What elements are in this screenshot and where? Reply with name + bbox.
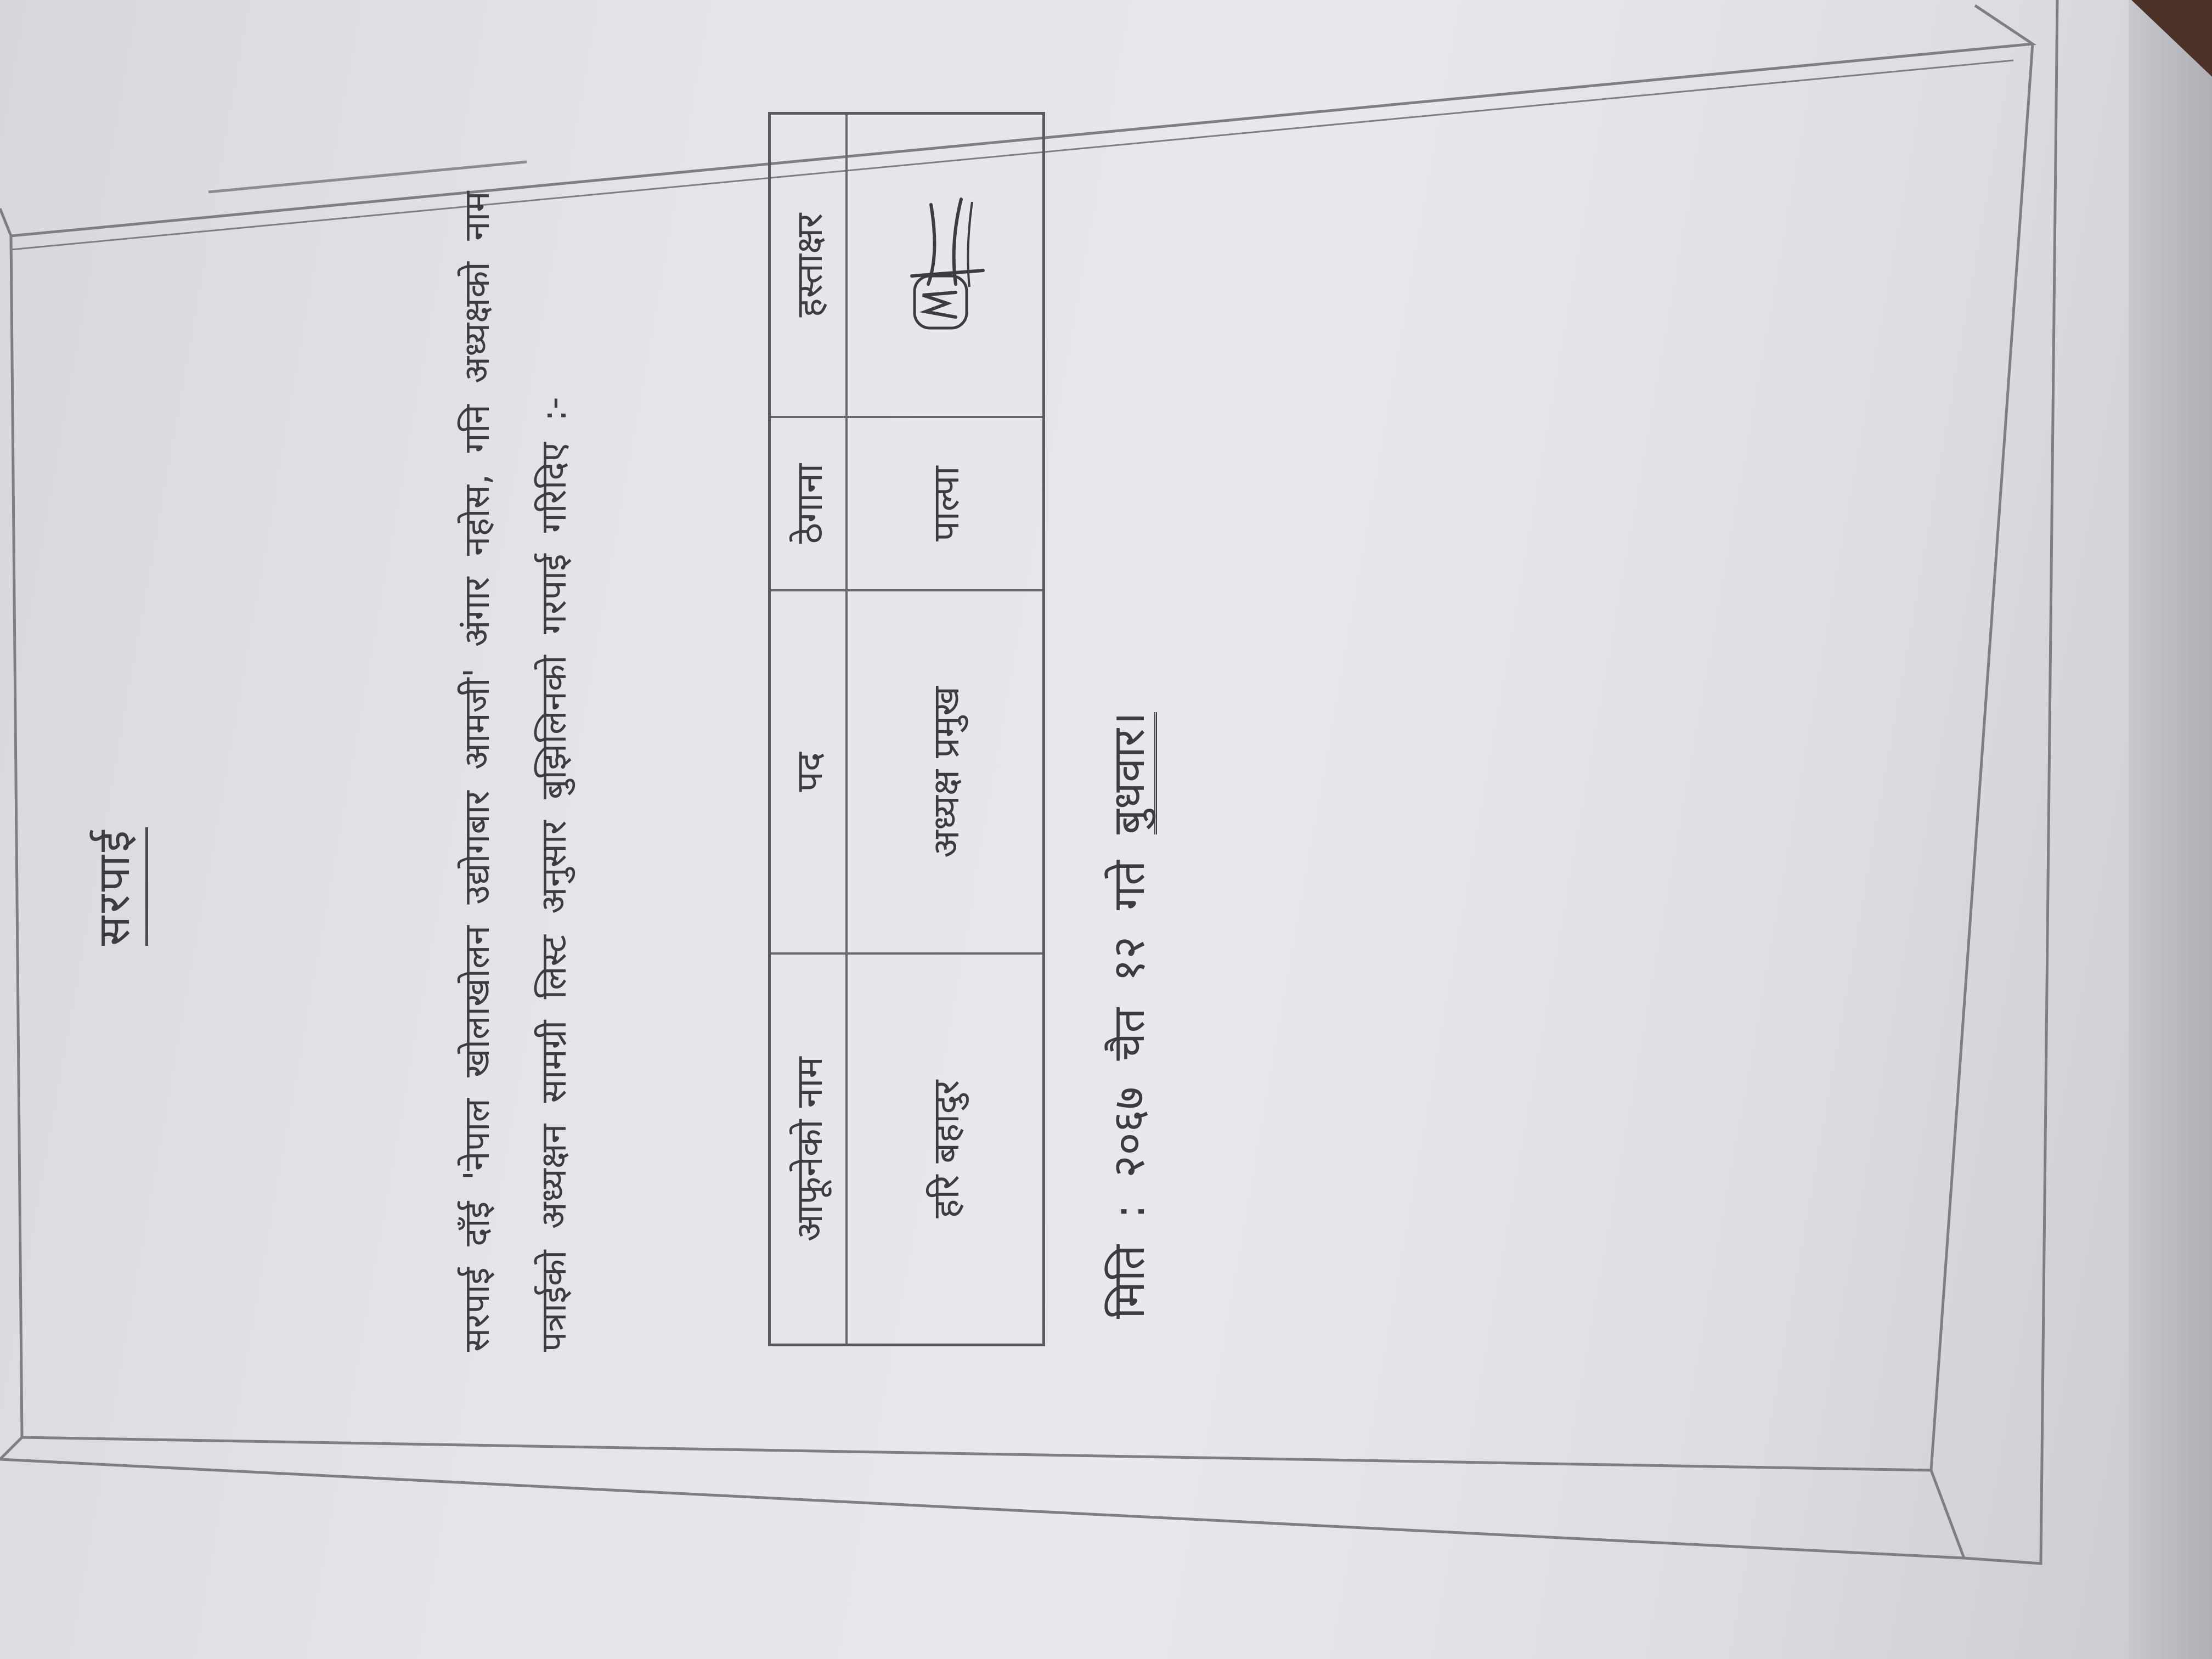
cell-address: पाल्पा [847,417,1044,590]
date-line [1097,712,1157,1319]
header-address: ठेगाना [770,417,847,590]
date-label: मिति : [1103,1204,1154,1319]
signature-table [768,112,1045,1346]
table-row [847,114,1044,1345]
date-value: २०६७ चैत १२ गते [1103,860,1154,1178]
header-post: पद [770,590,847,953]
date-day: बुधवार। [1103,712,1157,834]
cell-name: हरि बहादुर [847,953,1044,1345]
cell-signature [847,114,1044,417]
cell-post: अध्यक्ष प्रमुख [847,590,1044,953]
signature-mark [901,194,989,336]
header-name: आफूनेको नाम [770,953,847,1345]
header-signature: हस्ताक्षर [770,114,847,417]
page-title: सरपाई [82,827,148,946]
muchulka-text: सरपाई दाँई 'नेपाल खोलाखोलन उद्योगबार आमजी' अंगार नहोस, गनि अध्यक्षको नाम पत्राईको अध्यक्षन सामग्री लिस्ट अनुसार बुझिलिनको गरपाई गरिदिए :- [457,191,574,1352]
